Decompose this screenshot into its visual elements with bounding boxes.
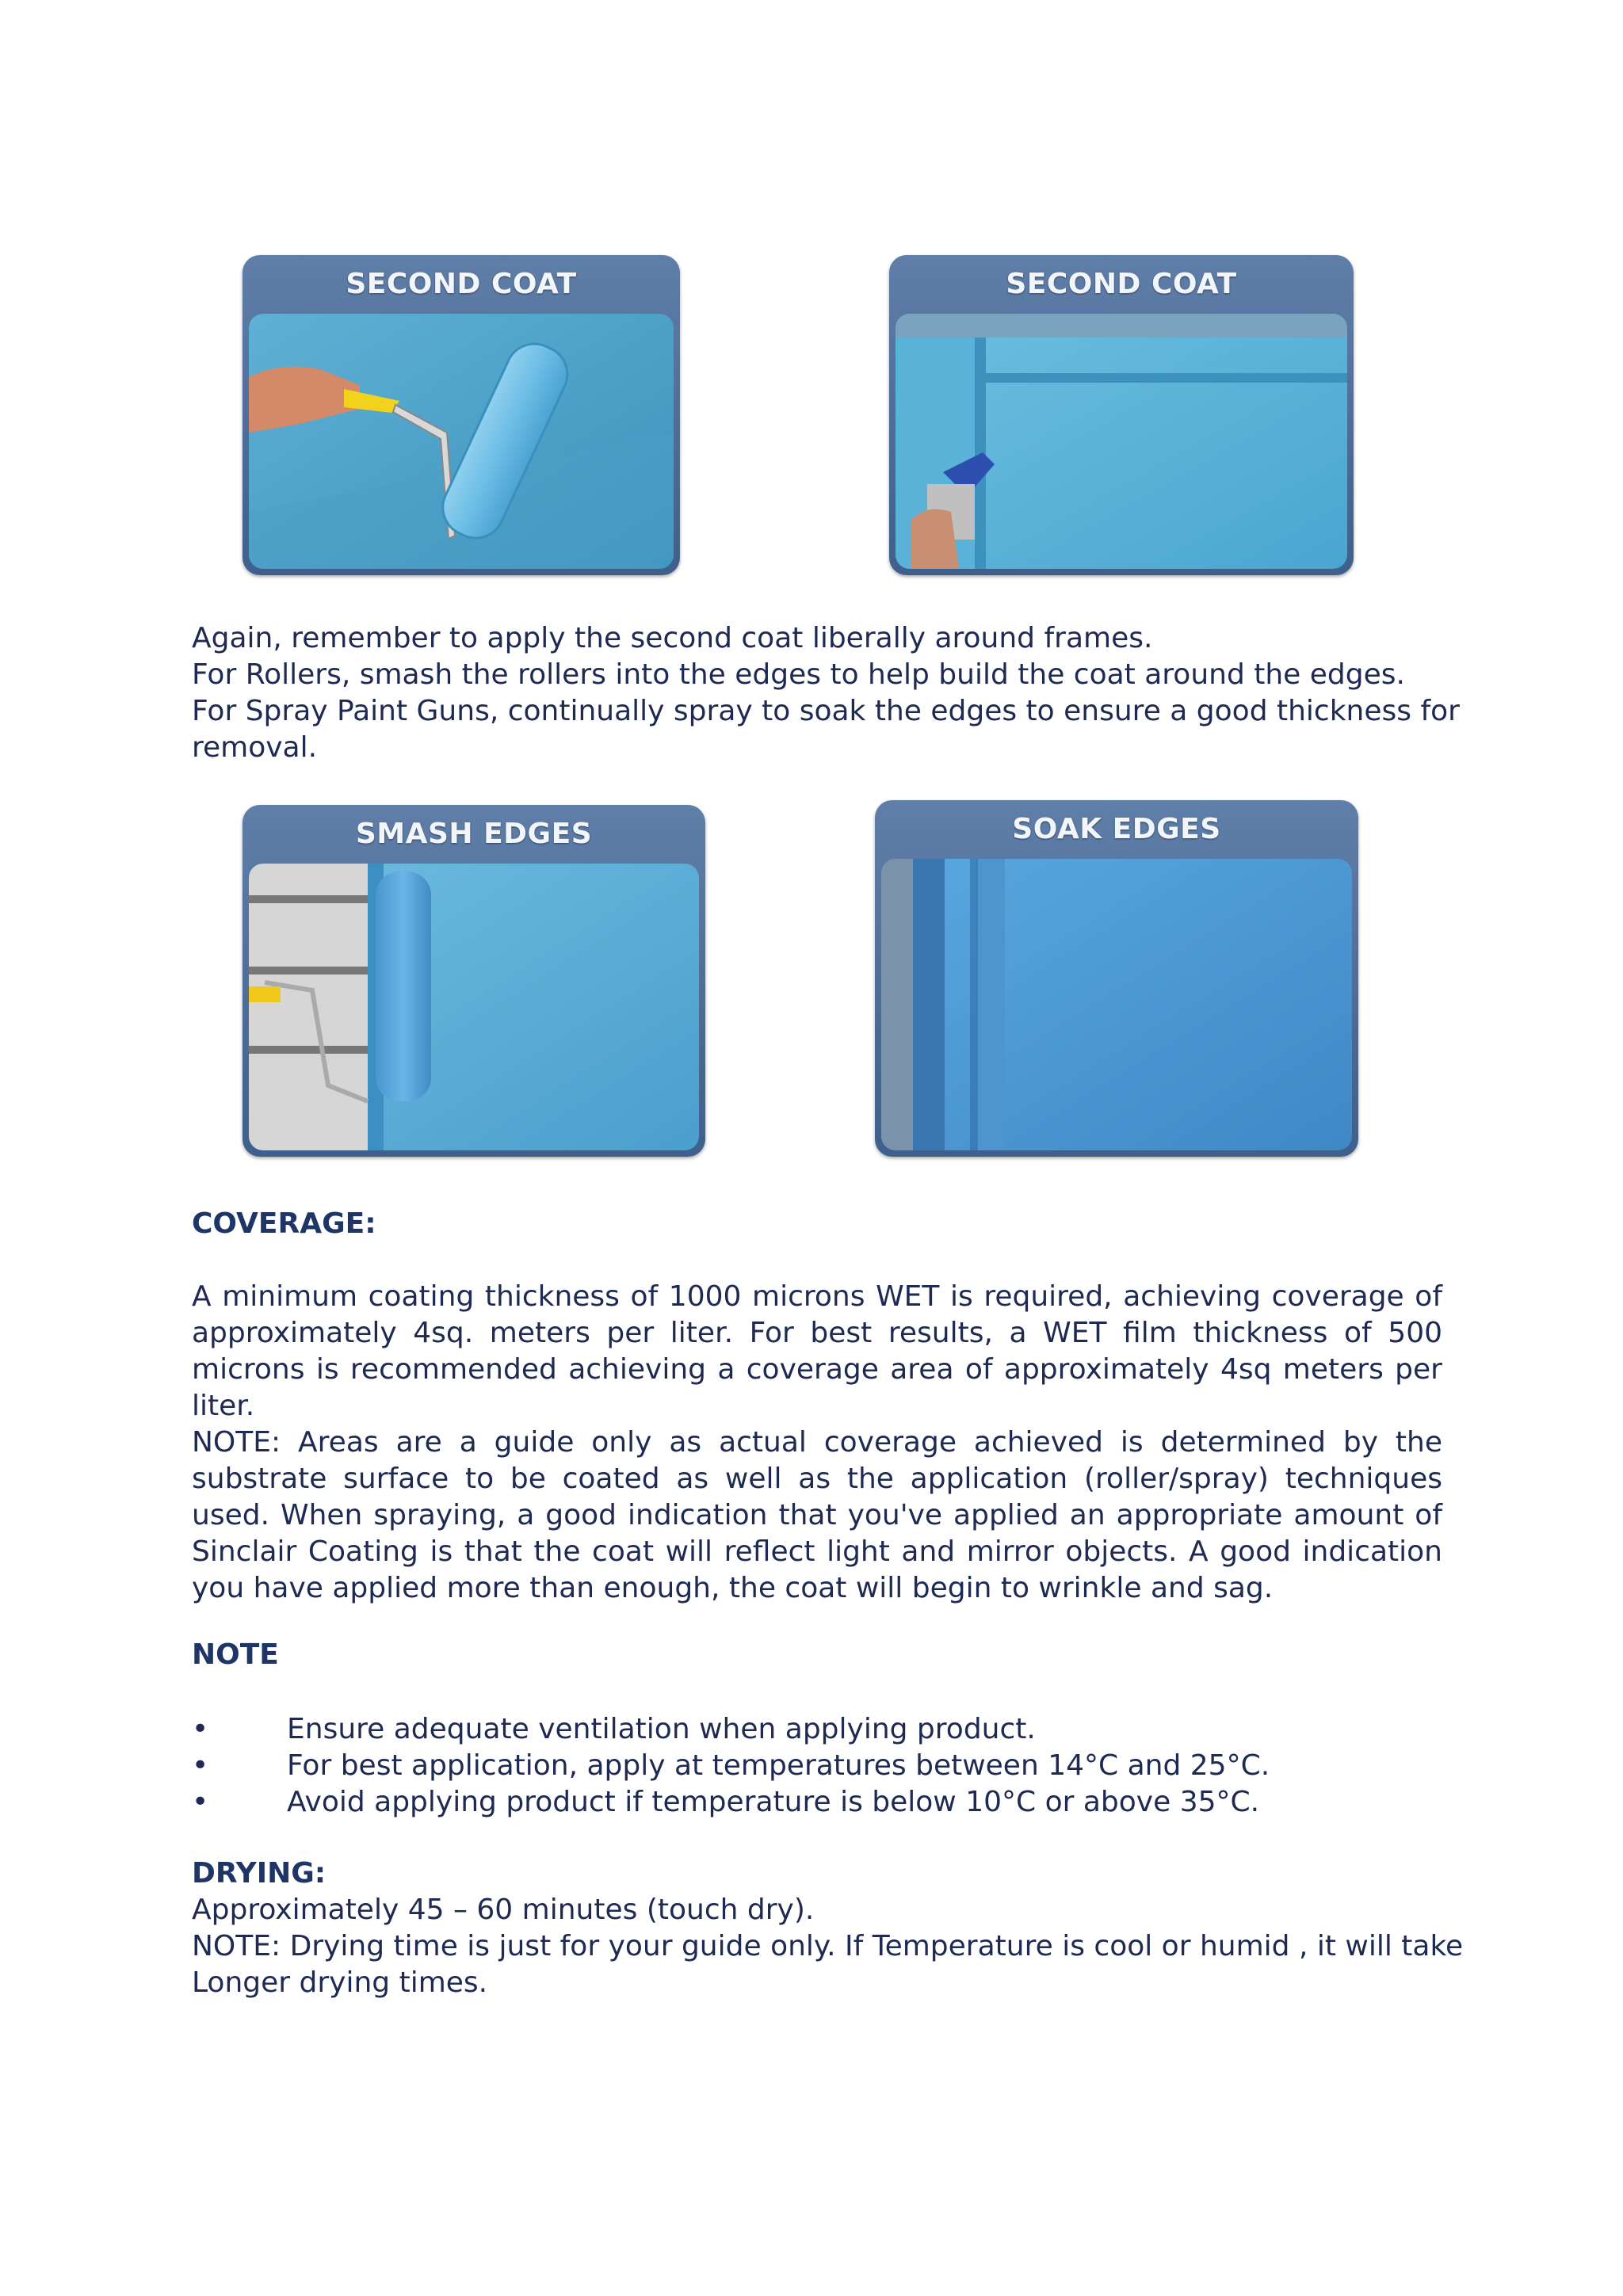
soak-edges-scene [881, 859, 1352, 1150]
note-heading: NOTE [192, 1638, 279, 1671]
roller-scene [249, 314, 674, 569]
spray-scene [896, 314, 1347, 569]
bullet-icon: • [192, 1713, 209, 1745]
drying-line: NOTE: Drying time is just for your guide only. If Temperature is cool or humid , it will take [192, 1930, 1464, 1962]
intro-line: removal. [192, 731, 318, 764]
intro-line: Again, remember to apply the second coat liberally around frames. [192, 622, 1153, 654]
photo-second-coat-spray [889, 255, 1354, 575]
drying-line: Approximately 45 – 60 minutes (touch dry). [192, 1894, 815, 1926]
photo-caption: SOAK EDGES [1012, 813, 1221, 845]
coverage-paragraph: A minimum coating thickness of 1000 microns WET is required, achieving coverage of approximately 4sq. meters per liter. For best results, a WET film thickness of 500 microns is recommended achieving a coverage area of approximately 4sq meters per liter. [192, 1280, 1442, 1422]
drying-text [192, 1892, 1464, 2001]
intro-line: For Spray Paint Guns, continually spray to soak the edges to ensure a good thickness for [192, 695, 1460, 727]
bullet-icon: • [192, 1749, 209, 1782]
spray-illustration [896, 314, 1347, 569]
intro-line: For Rollers, smash the rollers into the edges to help build the coat around the edges. [192, 658, 1405, 691]
drying-heading: DRYING: [192, 1857, 327, 1890]
coverage-heading: COVERAGE: [192, 1207, 376, 1240]
photo-second-coat-roller [242, 255, 680, 575]
photo-caption: SMASH EDGES [355, 818, 593, 850]
intro-text [192, 620, 1460, 766]
photo-caption: SECOND COAT [346, 268, 577, 300]
photo-smash-edges [242, 805, 705, 1157]
drying-line: Longer drying times. [192, 1966, 488, 1999]
bullet-icon: • [192, 1786, 209, 1818]
soak-edges-illustration [881, 859, 1352, 1150]
coverage-note: NOTE: Areas are a guide only as actual coverage achieved is determined by the substrate surface to be coated as well as the application (roller/spray) techniques used. When spraying, a good indication that you've applied an appropriate amount of Sinclair Coating is that the coat will reflect light and mirror objects. A good indication you have applied more than enough, the coat will begin to wrinkle and sag. [192, 1426, 1442, 1604]
note-item-text: Avoid applying product if temperature is below 10°C or above 35°C. [287, 1786, 1260, 1818]
photo-soak-edges [875, 800, 1358, 1157]
smash-edges-illustration [249, 864, 699, 1150]
roller-illustration [249, 314, 674, 569]
smash-edges-scene [249, 864, 699, 1150]
photo-caption: SECOND COAT [1006, 268, 1237, 300]
note-item-text: For best application, apply at temperatures between 14°C and 25°C. [287, 1749, 1270, 1782]
note-item-text: Ensure adequate ventilation when applying product. [287, 1713, 1036, 1745]
